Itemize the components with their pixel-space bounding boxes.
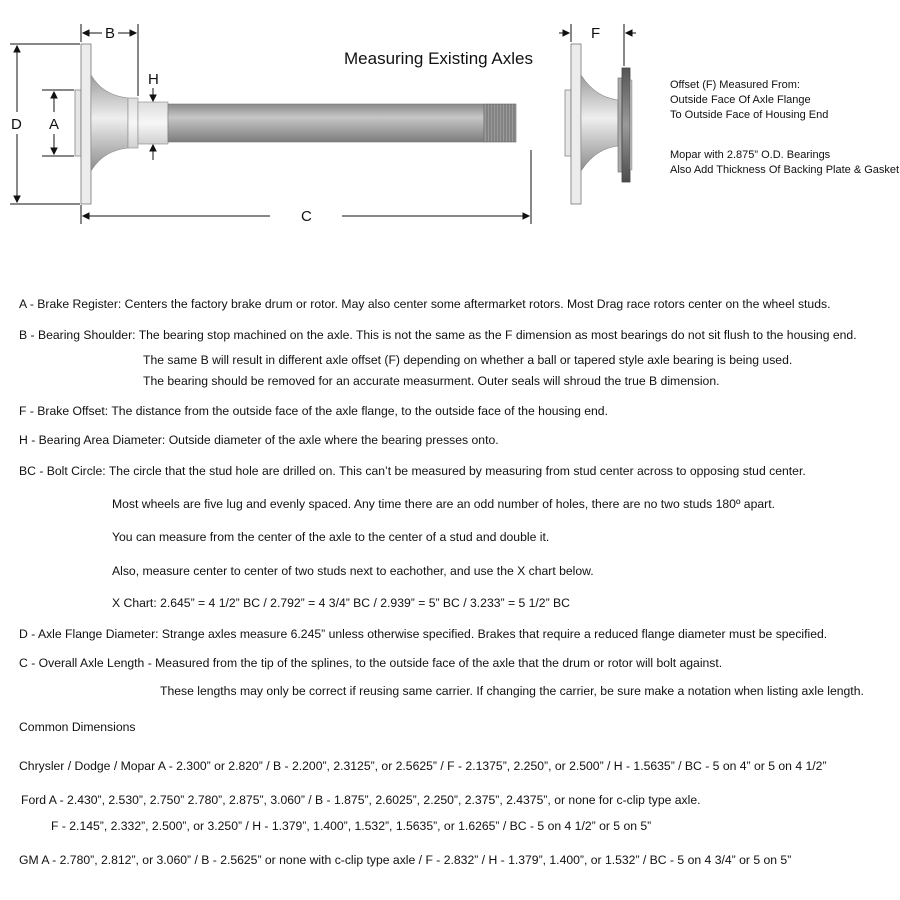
chrysler-dimensions: Chrysler / Dodge / Mopar A - 2.300” or 2.820” / B - 2.200”, 2.3125”, or 2.5625” / F - 2.1375”, 2.250”, or 2.500” / H - 1.5635” / BC - 5 on 4” or 5 on 4 1/2” [19, 759, 827, 773]
gm-dimensions: GM A - 2.780”, 2.812”, or 3.060” / B - 2.5625” or none with c-clip type axle / F - 2.832” / H - 1.379”, 1.400”, or 1.532” / BC - 5 on 4 3/4” or 5 on 5” [19, 853, 792, 867]
definition-d: D - Axle Flange Diameter: Strange axles measure 6.245” unless otherwise specified. Brakes that require a reduced flange diameter must be specified. [19, 627, 828, 641]
mopar-note-line-1: Mopar with 2.875” O.D. Bearings [670, 149, 831, 161]
ford-dimensions-line-2: F - 2.145”, 2.332”, 2.500”, or 3.250” / H - 1.379”, 1.400”, 1.532”, 1.5635”, or 1.6265” / BC - 5 on 4 1/2” or 5 on 5” [51, 819, 652, 833]
definition-c: C - Overall Axle Length - Measured from the tip of the splines, to the outside face of the axle that the drum or rotor will bolt against. [19, 656, 723, 670]
definition-a: A - Brake Register: Centers the factory brake drum or rotor. May also center some aftermarket rotors. Most Drag race rotors center on the wheel studs. [19, 297, 831, 311]
definition-b: B - Bearing Shoulder: The bearing stop machined on the axle. This is not the same as the F dimension as most bearings do not sit flush to the housing end. [19, 328, 857, 342]
offset-note-line-1: Offset (F) Measured From: [670, 79, 800, 91]
label-a: A [49, 116, 60, 133]
label-b: B [105, 25, 116, 42]
axle-diagram [0, 0, 900, 240]
common-dimensions-heading: Common Dimensions [19, 720, 136, 734]
diagram-title: Measuring Existing Axles [344, 49, 533, 68]
offset-view [565, 44, 632, 204]
definition-bc: BC - Bolt Circle: The circle that the stud hole are drilled on. This can’t be measured by measuring from stud center across to opposing stud center. [19, 464, 806, 478]
definition-h: H - Bearing Area Diameter: Outside diameter of the axle where the bearing presses onto. [19, 433, 499, 447]
label-c: C [301, 208, 312, 225]
label-h: H [148, 71, 159, 88]
definition-bc-line-4: Also, measure center to center of two studs next to eachother, and use the X chart below. [112, 564, 594, 578]
label-d: D [11, 116, 22, 133]
x-chart: X Chart: 2.645” = 4 1/2” BC / 2.792” = 4 3/4” BC / 2.939” = 5” BC / 3.233” = 5 1/2” BC [112, 596, 570, 610]
mopar-note-line-2: Also Add Thickness Of Backing Plate & Gasket [670, 164, 900, 176]
label-f: F [591, 25, 601, 42]
axle-side-view [75, 44, 516, 204]
definition-b-line-3: The bearing should be removed for an accurate measurment. Outer seals will shroud the true B dimension. [143, 374, 720, 388]
ford-dimensions-line-1: Ford A - 2.430”, 2.530”, 2.750” 2.780”, 2.875”, 3.060” / B - 1.875”, 2.6025”, 2.250”, 2.375”, 2.4375”, or none for c-clip type axle. [21, 793, 701, 807]
definition-bc-line-2: Most wheels are five lug and evenly spaced. Any time there are an odd number of holes, there are no two studs 180º apart. [112, 497, 775, 511]
definition-c-line-2: These lengths may only be correct if reusing same carrier. If changing the carrier, be sure make a notation when listing axle length. [160, 684, 864, 698]
offset-note-line-3: To Outside Face of Housing End [670, 109, 829, 121]
offset-note-line-2: Outside Face Of Axle Flange [670, 94, 811, 106]
definition-bc-line-3: You can measure from the center of the axle to the center of a stud and double it. [112, 530, 550, 544]
definition-f: F - Brake Offset: The distance from the outside face of the axle flange, to the outside face of the housing end. [19, 404, 608, 418]
definition-b-line-2: The same B will result in different axle offset (F) depending on whether a ball or tapered style axle bearing is being used. [143, 353, 793, 367]
